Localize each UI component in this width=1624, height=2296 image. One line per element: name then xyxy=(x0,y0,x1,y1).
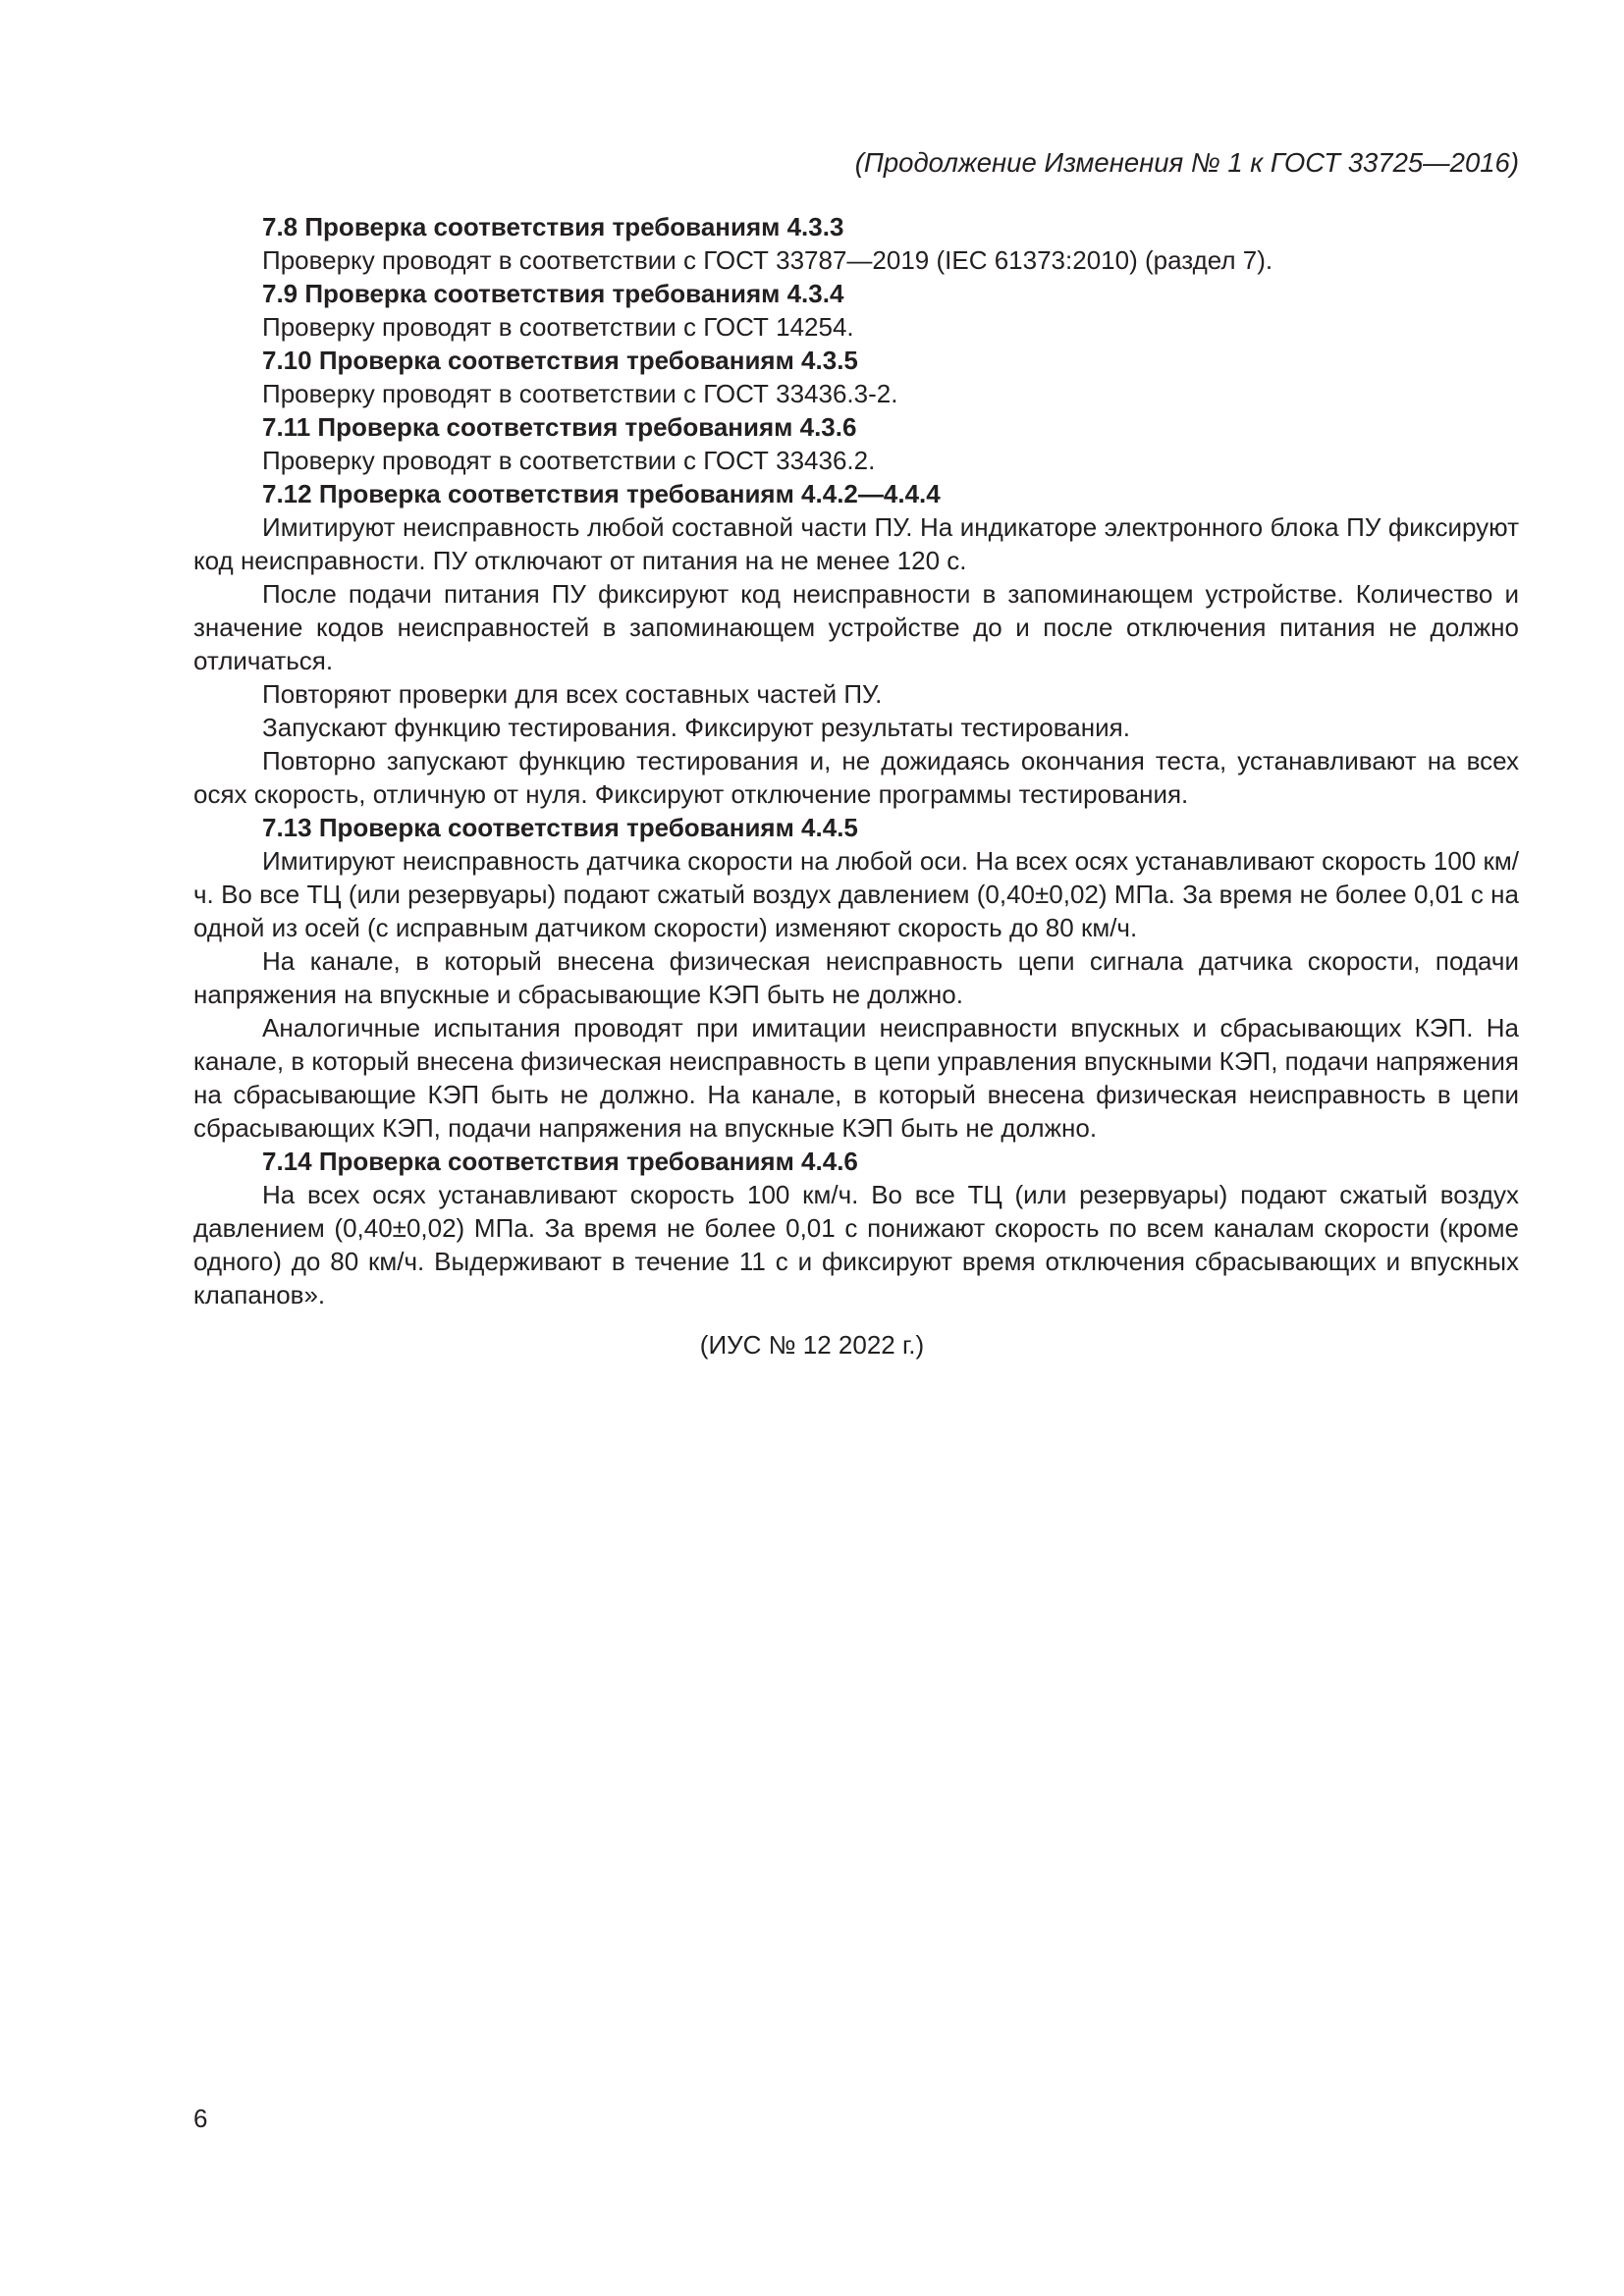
paragraph: Проверку проводят в соответствии с ГОСТ 14254. xyxy=(262,312,854,342)
paragraph: Повторяют проверки для всех составных частей ПУ. xyxy=(262,679,883,709)
paragraph: Проверку проводят в соответствии с ГОСТ 33436.2. xyxy=(262,446,876,475)
paragraph: Проверку проводят в соответствии с ГОСТ 33436.3-2. xyxy=(262,379,898,408)
page-number: 6 xyxy=(193,2104,208,2133)
section-heading-7-8: 7.8 Проверка соответствия требованиям 4.3.3 xyxy=(262,212,844,241)
section-heading-7-9: 7.9 Проверка соответствия требованиям 4.3.4 xyxy=(262,279,844,308)
section-heading-7-10: 7.10 Проверка соответствия требованиям 4.3.5 xyxy=(262,346,858,375)
section-heading-7-13: 7.13 Проверка соответствия требованиям 4.4.5 xyxy=(262,813,858,842)
section-heading-7-14: 7.14 Проверка соответствия требованиям 4.4.6 xyxy=(262,1147,858,1176)
paragraph: Аналогичные испытания проводят при имитации неисправности впускных и сбрасывающих КЭП. На канале, в который внесена физическая неисправность в цепи управления впускными КЭП, подачи напряжения на сбрасывающие КЭП быть не должно. На канале, в который внесена физическая неисправность в цепи сбрасывающих КЭП, подачи напряжения на впускные КЭП быть не должно. xyxy=(193,1013,1519,1143)
source-reference: (ИУС № 12 2022 г.) xyxy=(699,1330,925,1360)
paragraph: Повторно запускают функцию тестирования и, не дожидаясь окончания теста, устанавливают на всех осях скорость, отличную от нуля. Фиксируют отключение программы тестирования. xyxy=(193,746,1519,809)
section-heading-7-11: 7.11 Проверка соответствия требованиям 4.3.6 xyxy=(262,412,857,442)
paragraph: Имитируют неисправность датчика скорости на любой оси. На всех осях устанавливают скорость 100 км/ч. Во все ТЦ (или резервуары) подают сжатый воздух давлением (0,40±0,02) МПа. За время не более 0,01 с на одной из осей (с исправным датчиком скорости) изменяют скорость до 80 км/ч. xyxy=(193,846,1519,942)
paragraph: Проверку проводят в соответствии с ГОСТ 33787—2019 (IEC 61373:2010) (раздел 7). xyxy=(262,245,1273,275)
paragraph: Запускают функцию тестирования. Фиксируют результаты тестирования. xyxy=(262,713,1130,742)
paragraph: На канале, в который внесена физическая неисправность цепи сигнала датчика скорости, подачи напряжения на впускные и сбрасывающие КЭП быть не должно. xyxy=(193,946,1519,1009)
section-heading-7-12: 7.12 Проверка соответствия требованиям 4.4.2—4.4.4 xyxy=(262,479,941,508)
continuation-header: (Продолжение Изменения № 1 к ГОСТ 33725—2016) xyxy=(854,147,1519,178)
paragraph: После подачи питания ПУ фиксируют код неисправности в запоминающем устройстве. Количество и значение кодов неисправностей в запоминающем устройстве до и после отключения питания не должно отличаться. xyxy=(193,579,1519,675)
paragraph: Имитируют неисправность любой составной части ПУ. На индикаторе электронного блока ПУ фиксируют код неисправности. ПУ отключают от питания на не менее 120 с. xyxy=(193,512,1519,575)
paragraph: На всех осях устанавливают скорость 100 км/ч. Во все ТЦ (или резервуары) подают сжатый воздух давлением (0,40±0,02) МПа. За время не более 0,01 с понижают скорость по всем каналам скорости (кроме одного) до 80 км/ч. Выдерживают в течение 11 с и фиксируют время отключения сбрасывающих и впускных клапанов». xyxy=(193,1180,1519,1309)
document-body xyxy=(193,210,1519,1311)
